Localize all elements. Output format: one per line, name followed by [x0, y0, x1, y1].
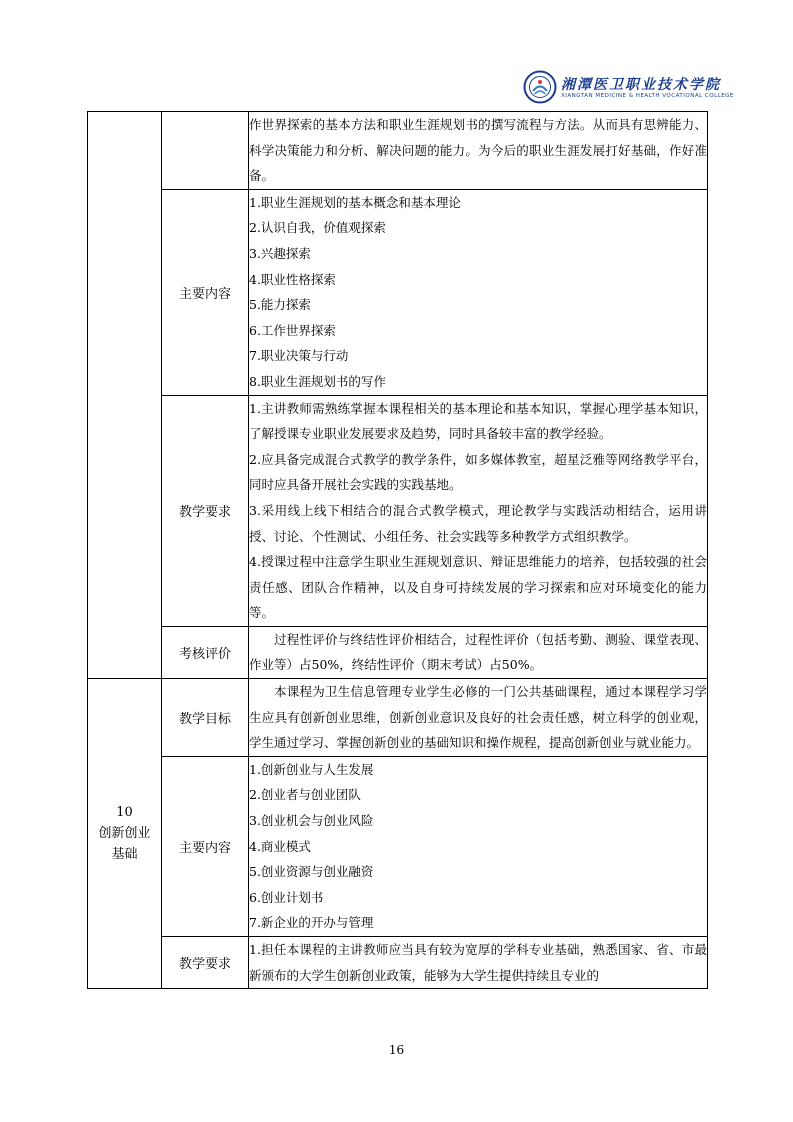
table-row	[88, 679, 708, 757]
list-item: 3.采用线上线下相结合的混合式教学模式，理论教学与实践活动相结合，运用讲授、讨论、个性测试、小组任务、社会实践等多种教学方式组织教学。	[249, 502, 707, 544]
course10-number: 10	[116, 805, 133, 821]
list-item: 5.创业资源与创业融资	[249, 864, 374, 880]
list-item: 3.兴趣探索	[249, 245, 311, 261]
table-row	[88, 395, 708, 626]
course10-goal-label: 教学目标	[162, 679, 249, 757]
table-row	[88, 756, 708, 936]
college-logo	[523, 70, 734, 106]
requirements-paragraph: 1.担任本课程的主讲教师应当具有较为宽厚的学科专业基础，熟悉国家、省、市最新颁布的大学生创新创业政策，能够为大学生提供持续且专业的	[249, 942, 707, 983]
course10-content-list	[249, 756, 708, 936]
list-item: 2.创业者与创业团队	[249, 787, 361, 803]
evaluation-paragraph: 过程性评价与终结性评价相结合，过程性评价（包括考勤、测验、课堂表现、作业等）占50%，终结性评价（期末考试）占50%。	[249, 631, 707, 673]
course10-requirements-text	[249, 937, 708, 989]
list-item: 4.职业性格探索	[249, 271, 336, 287]
table-row	[88, 937, 708, 989]
list-item: 4.商业模式	[249, 838, 311, 854]
list-item: 6.创业计划书	[249, 889, 324, 905]
table-row	[88, 189, 708, 395]
course9-number-cell	[88, 112, 162, 679]
college-emblem-icon	[523, 70, 557, 104]
goal-paragraph: 本课程为卫生信息管理专业学生必修的一门公共基础课程，通过本课程学习学生应具有创新创业思维，创新创业意识及良好的社会责任感，树立科学的创业观，学生通过学习、掌握创新创业的基础知识和操作规程，提高创新创业与就业能力。	[249, 684, 707, 751]
course9-intro-paragraph: 作世界探索的基本方法和职业生涯规划书的撰写流程与方法。从而具有思辨能力、科学决策能力和分析、解决问题的能力。为今后的职业生涯发展打好基础，作好准备。	[249, 117, 707, 184]
table-row	[88, 626, 708, 678]
list-item: 1.创新创业与人生发展	[249, 761, 374, 777]
course10-goal-text	[249, 679, 708, 757]
course9-content-label: 主要内容	[162, 189, 249, 395]
course9-evaluation-label: 考核评价	[162, 626, 249, 678]
course9-requirements-list	[249, 395, 708, 626]
course10-requirements-label: 教学要求	[162, 937, 249, 989]
list-item: 7.职业决策与行动	[249, 348, 349, 364]
list-item: 2.应具备完成混合式教学的教学条件，如多媒体教室，超星泛雅等网络教学平台，同时应具备开展社会实践的实践基地。	[249, 451, 707, 493]
course10-name-line2: 基础	[111, 847, 138, 863]
logo-english-name: XIANGTAN MEDICINE & HEALTH VOCATIONAL COLLEGE	[561, 93, 734, 99]
course9-intro-text	[249, 112, 708, 190]
course9-content-list	[249, 189, 708, 395]
course10-content-label: 主要内容	[162, 756, 249, 936]
list-item: 4.授课过程中注意学生职业生涯规划意识、辩证思维能力的培养，包括较强的社会责任感、团队合作精神，以及自身可持续发展的学习探索和应对环境变化的能力等。	[249, 554, 707, 621]
list-item: 6.工作世界探索	[249, 322, 336, 338]
list-item: 7.新企业的开办与管理	[249, 915, 374, 931]
list-item: 3.创业机会与创业风险	[249, 813, 374, 829]
list-item: 2.认识自我，价值观探索	[249, 220, 386, 236]
course9-requirements-label: 教学要求	[162, 395, 249, 626]
course9-evaluation-text	[249, 626, 708, 678]
list-item: 8.职业生涯规划书的写作	[249, 373, 386, 389]
course10-title-cell	[88, 679, 162, 989]
curriculum-table	[87, 111, 708, 989]
empty-label-cell	[162, 112, 249, 190]
table-row	[88, 112, 708, 190]
page-number: 16	[388, 1043, 405, 1057]
logo-chinese-name: 湘潭医卫职业技术学院	[561, 77, 721, 93]
list-item: 5.能力探索	[249, 297, 311, 313]
list-item: 1.主讲教师需熟练掌握本课程相关的基本理论和基本知识，掌握心理学基本知识，了解授课专业职业发展要求及趋势，同时具备较丰富的教学经验。	[249, 400, 707, 442]
course10-name-line1: 创新创业	[98, 826, 151, 842]
list-item: 1.职业生涯规划的基本概念和基本理论	[249, 194, 461, 210]
